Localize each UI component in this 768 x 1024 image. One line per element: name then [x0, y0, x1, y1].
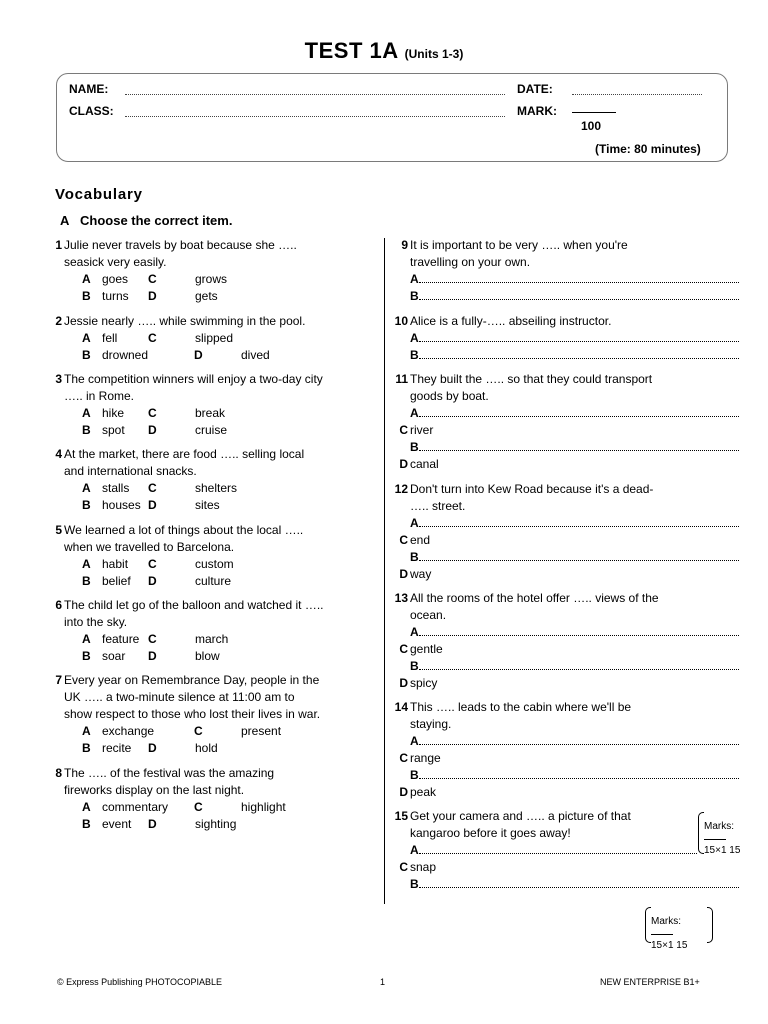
test-title-main: TEST 1A [304, 38, 399, 63]
question-6 [42, 597, 372, 667]
question-text: travelling on your own. [410, 255, 531, 269]
question-9 [388, 237, 768, 307]
option-c[interactable]: present [241, 724, 282, 738]
question-text: Don't turn into Kew Road because it's a dead- [410, 482, 654, 496]
question-text: The ….. of the festival was the amazing [64, 766, 275, 780]
option-c-letter: C [194, 800, 203, 814]
question-number: 9 [401, 238, 408, 252]
question-text: Every year on Remembrance Day, people in the [64, 673, 320, 687]
mark-field[interactable] [572, 112, 616, 113]
option-d[interactable]: culture [195, 574, 232, 588]
option-b[interactable]: turns [102, 289, 129, 303]
question-number: 15 [394, 809, 408, 823]
marks-calc: 15×1 15 [704, 845, 741, 856]
option-a-letter: A [82, 481, 91, 495]
question-5 [42, 522, 372, 592]
option-a[interactable]: A [410, 842, 750, 859]
marks-label: Marks: [704, 821, 734, 832]
question-text: The competition winners will enjoy a two-day city [64, 372, 323, 386]
question-number: 10 [394, 314, 408, 328]
question-number: 11 [395, 372, 408, 386]
option-a[interactable]: habit [102, 557, 129, 571]
question-text: kangaroo before it goes away! [410, 826, 571, 840]
class-field[interactable] [125, 116, 505, 117]
task-letter: A [60, 213, 70, 228]
option-d[interactable]: cruise [195, 423, 228, 437]
question-10 [388, 313, 768, 367]
option-b[interactable]: B [410, 347, 750, 364]
option-b[interactable]: B [410, 439, 750, 456]
option-c-letter: C [148, 557, 157, 571]
question-number: 4 [55, 447, 62, 461]
question-number: 13 [394, 591, 408, 605]
question-number: 6 [55, 598, 62, 612]
option-a[interactable]: A [410, 271, 750, 288]
marks-box [645, 907, 715, 955]
option-b[interactable]: B [410, 549, 750, 566]
option-c-letter: C [148, 331, 157, 345]
option-b[interactable]: houses [102, 498, 141, 512]
date-label: DATE: [517, 82, 553, 96]
question-text: ….. street. [410, 499, 466, 513]
option-a-letter: A [82, 724, 91, 738]
question-text: We learned a lot of things about the local ….. [64, 523, 304, 537]
column-divider [384, 238, 385, 904]
mark-label: MARK: [517, 104, 557, 118]
question-text: and international snacks. [64, 464, 197, 478]
option-d[interactable]: dived [241, 348, 270, 362]
question-number: 14 [394, 700, 408, 714]
option-b-letter: B [82, 348, 91, 362]
question-text: UK ….. a two-minute silence at 11:00 am to [64, 690, 295, 704]
option-d[interactable]: gets [195, 289, 218, 303]
question-text: At the market, there are food ….. selling local [64, 447, 305, 461]
option-d-letter: D [148, 574, 157, 588]
option-b[interactable]: B [410, 288, 750, 305]
option-d-letter: D [148, 498, 157, 512]
question-number: 5 [55, 523, 62, 537]
option-a-letter: A [82, 632, 91, 646]
date-field[interactable] [572, 94, 702, 95]
option-a[interactable]: stalls [102, 481, 130, 495]
option-a[interactable]: A [410, 624, 750, 641]
question-text: ocean. [410, 608, 447, 622]
option-b-letter: B [82, 817, 91, 831]
question-text: This ….. leads to the cabin where we'll be [410, 700, 632, 714]
marks-box-overlay [698, 812, 768, 860]
test-title-units: (Units 1-3) [404, 47, 464, 61]
question-text: Get your camera and ….. a picture of that [410, 809, 631, 823]
option-b-letter: B [82, 649, 91, 663]
question-number: 3 [55, 372, 62, 386]
option-c[interactable]: march [195, 632, 229, 646]
option-a[interactable]: feature [102, 632, 140, 646]
option-b[interactable]: drowned [102, 348, 149, 362]
name-field[interactable] [125, 94, 505, 95]
option-c-letter: C [148, 632, 157, 646]
option-a[interactable]: goes [102, 272, 129, 286]
option-a[interactable]: fell [102, 331, 118, 345]
option-a[interactable]: commentary [102, 800, 169, 814]
option-b-letter: B [82, 741, 91, 755]
question-text: fireworks display on the last night. [64, 783, 245, 797]
option-a[interactable]: A [410, 515, 750, 532]
mark-total: 100 [581, 119, 602, 133]
option-a[interactable]: exchange [102, 724, 155, 738]
question-8 [42, 765, 372, 835]
option-d-letter: D [194, 348, 203, 362]
option-d-letter: D [148, 423, 157, 437]
question-number: 8 [55, 766, 62, 780]
test-title [0, 38, 768, 64]
option-b[interactable]: spot [102, 423, 125, 437]
option-a-letter: A [82, 800, 91, 814]
question-text: staying. [410, 717, 452, 731]
question-text: ….. in Rome. [64, 389, 135, 403]
question-number: 1 [55, 238, 62, 252]
option-b[interactable]: belief [102, 574, 131, 588]
question-3 [42, 371, 372, 441]
marks-calc: 15×1 15 [651, 940, 688, 951]
option-d-letter: D [148, 741, 157, 755]
question-13: 13 All the rooms of the hotel offer ….. views of the ocean. A C gentle B D spicy [388, 590, 768, 694]
question-number: 2 [55, 314, 62, 328]
option-d[interactable]: sites [195, 498, 220, 512]
option-a-letter: A [82, 331, 91, 345]
option-b-letter: B [82, 289, 91, 303]
question-1 [42, 237, 372, 307]
option-a-letter: A [82, 272, 91, 286]
question-12: 12 Don't turn into Kew Road because it's a dead- ….. street. A C end B D way [388, 481, 768, 585]
question-text: They built the ….. so that they could transport [410, 372, 653, 386]
question-text: Alice is a fully-….. abseiling instructor. [410, 314, 612, 328]
question-text: It is important to be very ….. when you're [410, 238, 628, 252]
option-d-letter: D [148, 289, 157, 303]
question-14: 14 This ….. leads to the cabin where we'll be staying. A C range B D peak [388, 699, 768, 803]
option-b[interactable]: B [410, 767, 750, 784]
option-a[interactable]: A [410, 733, 750, 750]
option-c-letter: C [148, 272, 157, 286]
question-text: seasick very easily. [64, 255, 167, 269]
option-a[interactable]: A [410, 405, 750, 422]
footer-copyright: © Express Publishing PHOTOCOPIABLE [57, 977, 223, 987]
option-b[interactable]: B [410, 658, 750, 675]
question-4 [42, 446, 372, 516]
option-d[interactable]: sighting [195, 817, 237, 831]
class-label: CLASS: [69, 104, 114, 118]
option-b[interactable]: recite [102, 741, 132, 755]
footer-book-title: NEW ENTERPRISE B1+ [600, 977, 700, 987]
option-c[interactable]: custom [195, 557, 234, 571]
student-info-box [56, 73, 728, 162]
option-b[interactable]: B [410, 876, 750, 893]
question-text: All the rooms of the hotel offer ….. views of the [410, 591, 659, 605]
question-text: The child let go of the balloon and watched it ….. [64, 598, 324, 612]
question-2 [42, 313, 372, 367]
time-allowed: (Time: 80 minutes) [595, 142, 701, 156]
question-11: 11 They built the ….. so that they could transport goods by boat. A C river B D canal [388, 371, 768, 475]
option-b[interactable]: soar [102, 649, 126, 663]
question-number: 7 [55, 673, 62, 687]
section-title: Vocabulary [55, 186, 143, 203]
option-b-letter: B [82, 498, 91, 512]
option-d[interactable]: hold [195, 741, 218, 755]
option-a-letter: A [82, 557, 91, 571]
question-text: Julie never travels by boat because she ….. [64, 238, 297, 252]
option-c-letter: C [194, 724, 203, 738]
marks-label: Marks: [651, 916, 681, 927]
option-a[interactable]: A [410, 330, 750, 347]
option-d-letter: D [148, 817, 157, 831]
question-number: 12 [394, 482, 408, 496]
task-instruction: Choose the correct item. [80, 213, 233, 228]
option-c[interactable]: highlight [241, 800, 286, 814]
option-a-letter: A [82, 406, 91, 420]
option-c-letter: C [148, 406, 157, 420]
question-text: show respect to those who lost their lives in war. [64, 707, 321, 721]
name-label: NAME: [69, 82, 109, 96]
option-d-letter: D [148, 649, 157, 663]
question-7 [42, 672, 382, 760]
question-text: goods by boat. [410, 389, 489, 403]
question-text: Jessie nearly ….. while swimming in the pool. [64, 314, 306, 328]
option-c[interactable]: slipped [195, 331, 234, 345]
question-text: into the sky. [64, 615, 128, 629]
option-c[interactable]: grows [195, 272, 228, 286]
option-b-letter: B [82, 423, 91, 437]
question-15: 15 Get your camera and ….. a picture of that kangaroo before it goes away! A C snap B [388, 808, 768, 896]
footer-page-number: 1 [380, 977, 386, 987]
option-b-letter: B [82, 574, 91, 588]
option-d[interactable]: blow [195, 649, 220, 663]
option-c[interactable]: break [195, 406, 226, 420]
option-c[interactable]: shelters [195, 481, 238, 495]
question-text: when we travelled to Barcelona. [64, 540, 235, 554]
option-c-letter: C [148, 481, 157, 495]
option-a[interactable]: hike [102, 406, 125, 420]
option-b[interactable]: event [102, 817, 132, 831]
